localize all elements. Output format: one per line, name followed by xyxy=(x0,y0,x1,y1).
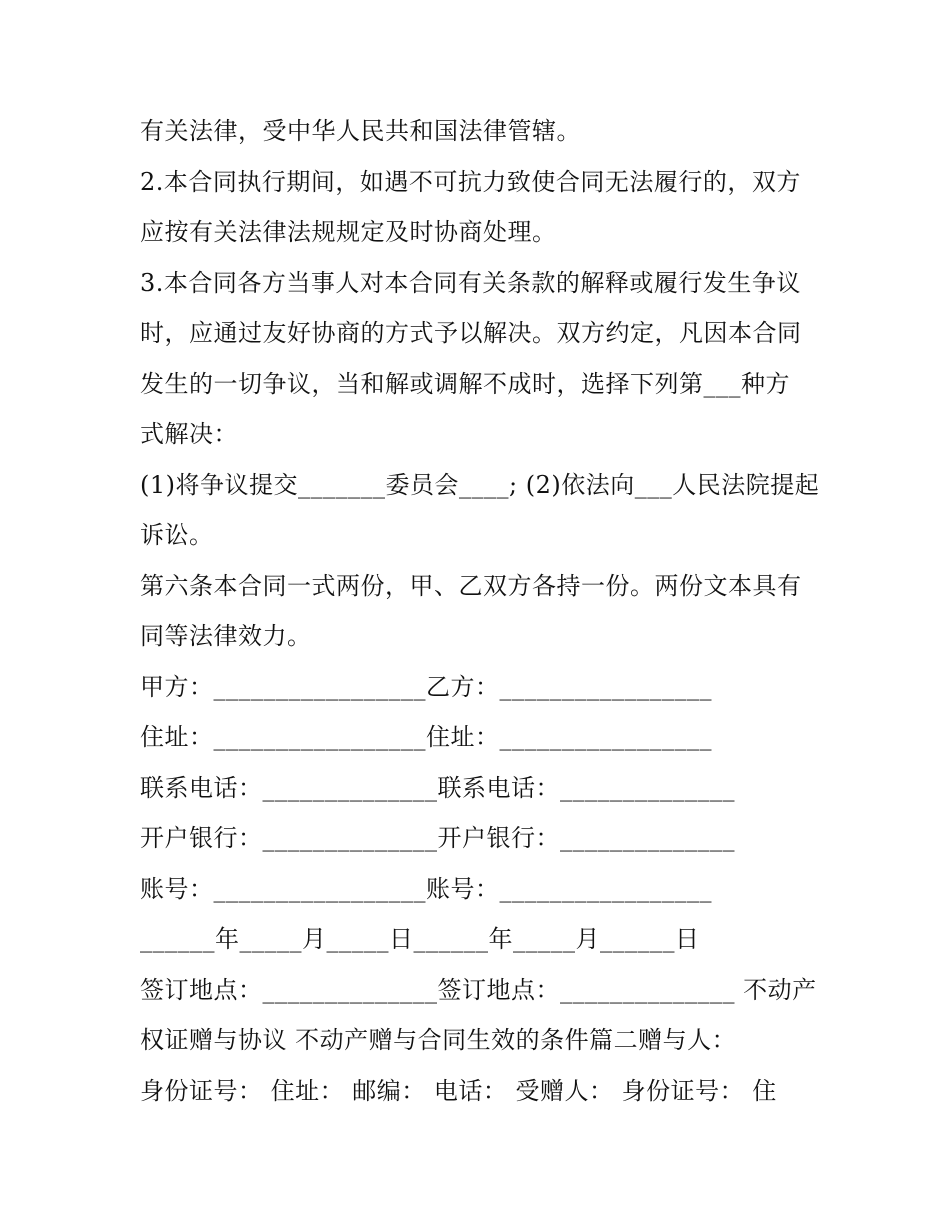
phone-line: 联系电话：______________联系电话：______________ xyxy=(140,773,735,802)
text-line: 身份证号： 住址： 邮编： 电话： 受赠人： 身份证号： 住 xyxy=(140,1076,777,1105)
date-line: ______年_____月_____日______年_____月______日 xyxy=(140,925,700,953)
document-body xyxy=(140,106,840,1116)
text-line: 3.本合同各方当事人对本合同有关条款的解释或履行发生争议 xyxy=(140,268,801,297)
signing-place-line: 签订地点：______________签订地点：______________ 不动产 xyxy=(140,975,817,1004)
text-line: 应按有关法律法规规定及时协商处理。 xyxy=(140,218,557,246)
party-a-b-line: 甲方：_________________乙方：_________________ xyxy=(140,672,712,701)
text-line: 发生的一切争议，当和解或调解不成时，选择下列第___种方 xyxy=(140,369,790,398)
text-line: 权证赠与协议 不动产赠与合同生效的条件篇二赠与人： xyxy=(140,1026,737,1054)
text-line: 时，应通过友好协商的方式予以解决。双方约定，凡因本合同 xyxy=(140,319,802,347)
text-line: (1)将争议提交_______委员会____; (2)依法向___人民法院提起 xyxy=(140,470,820,499)
address-line: 住址：_________________住址：_________________ xyxy=(140,723,712,751)
text-line: 同等法律效力。 xyxy=(140,622,312,650)
text-line: 式解决： xyxy=(140,420,238,448)
account-line: 账号：_________________账号：_________________ xyxy=(140,874,712,903)
bank-line: 开户银行：______________开户银行：______________ xyxy=(140,824,735,852)
text-line: 2.本合同执行期间，如遇不可抗力致使合同无法履行的，双方 xyxy=(140,167,801,196)
text-line: 第六条本合同一式两份，甲、乙双方各持一份。两份文本具有 xyxy=(140,571,802,600)
text-line: 诉讼。 xyxy=(140,521,214,549)
text-line: 有关法律，受中华人民共和国法律管辖。 xyxy=(140,117,581,145)
